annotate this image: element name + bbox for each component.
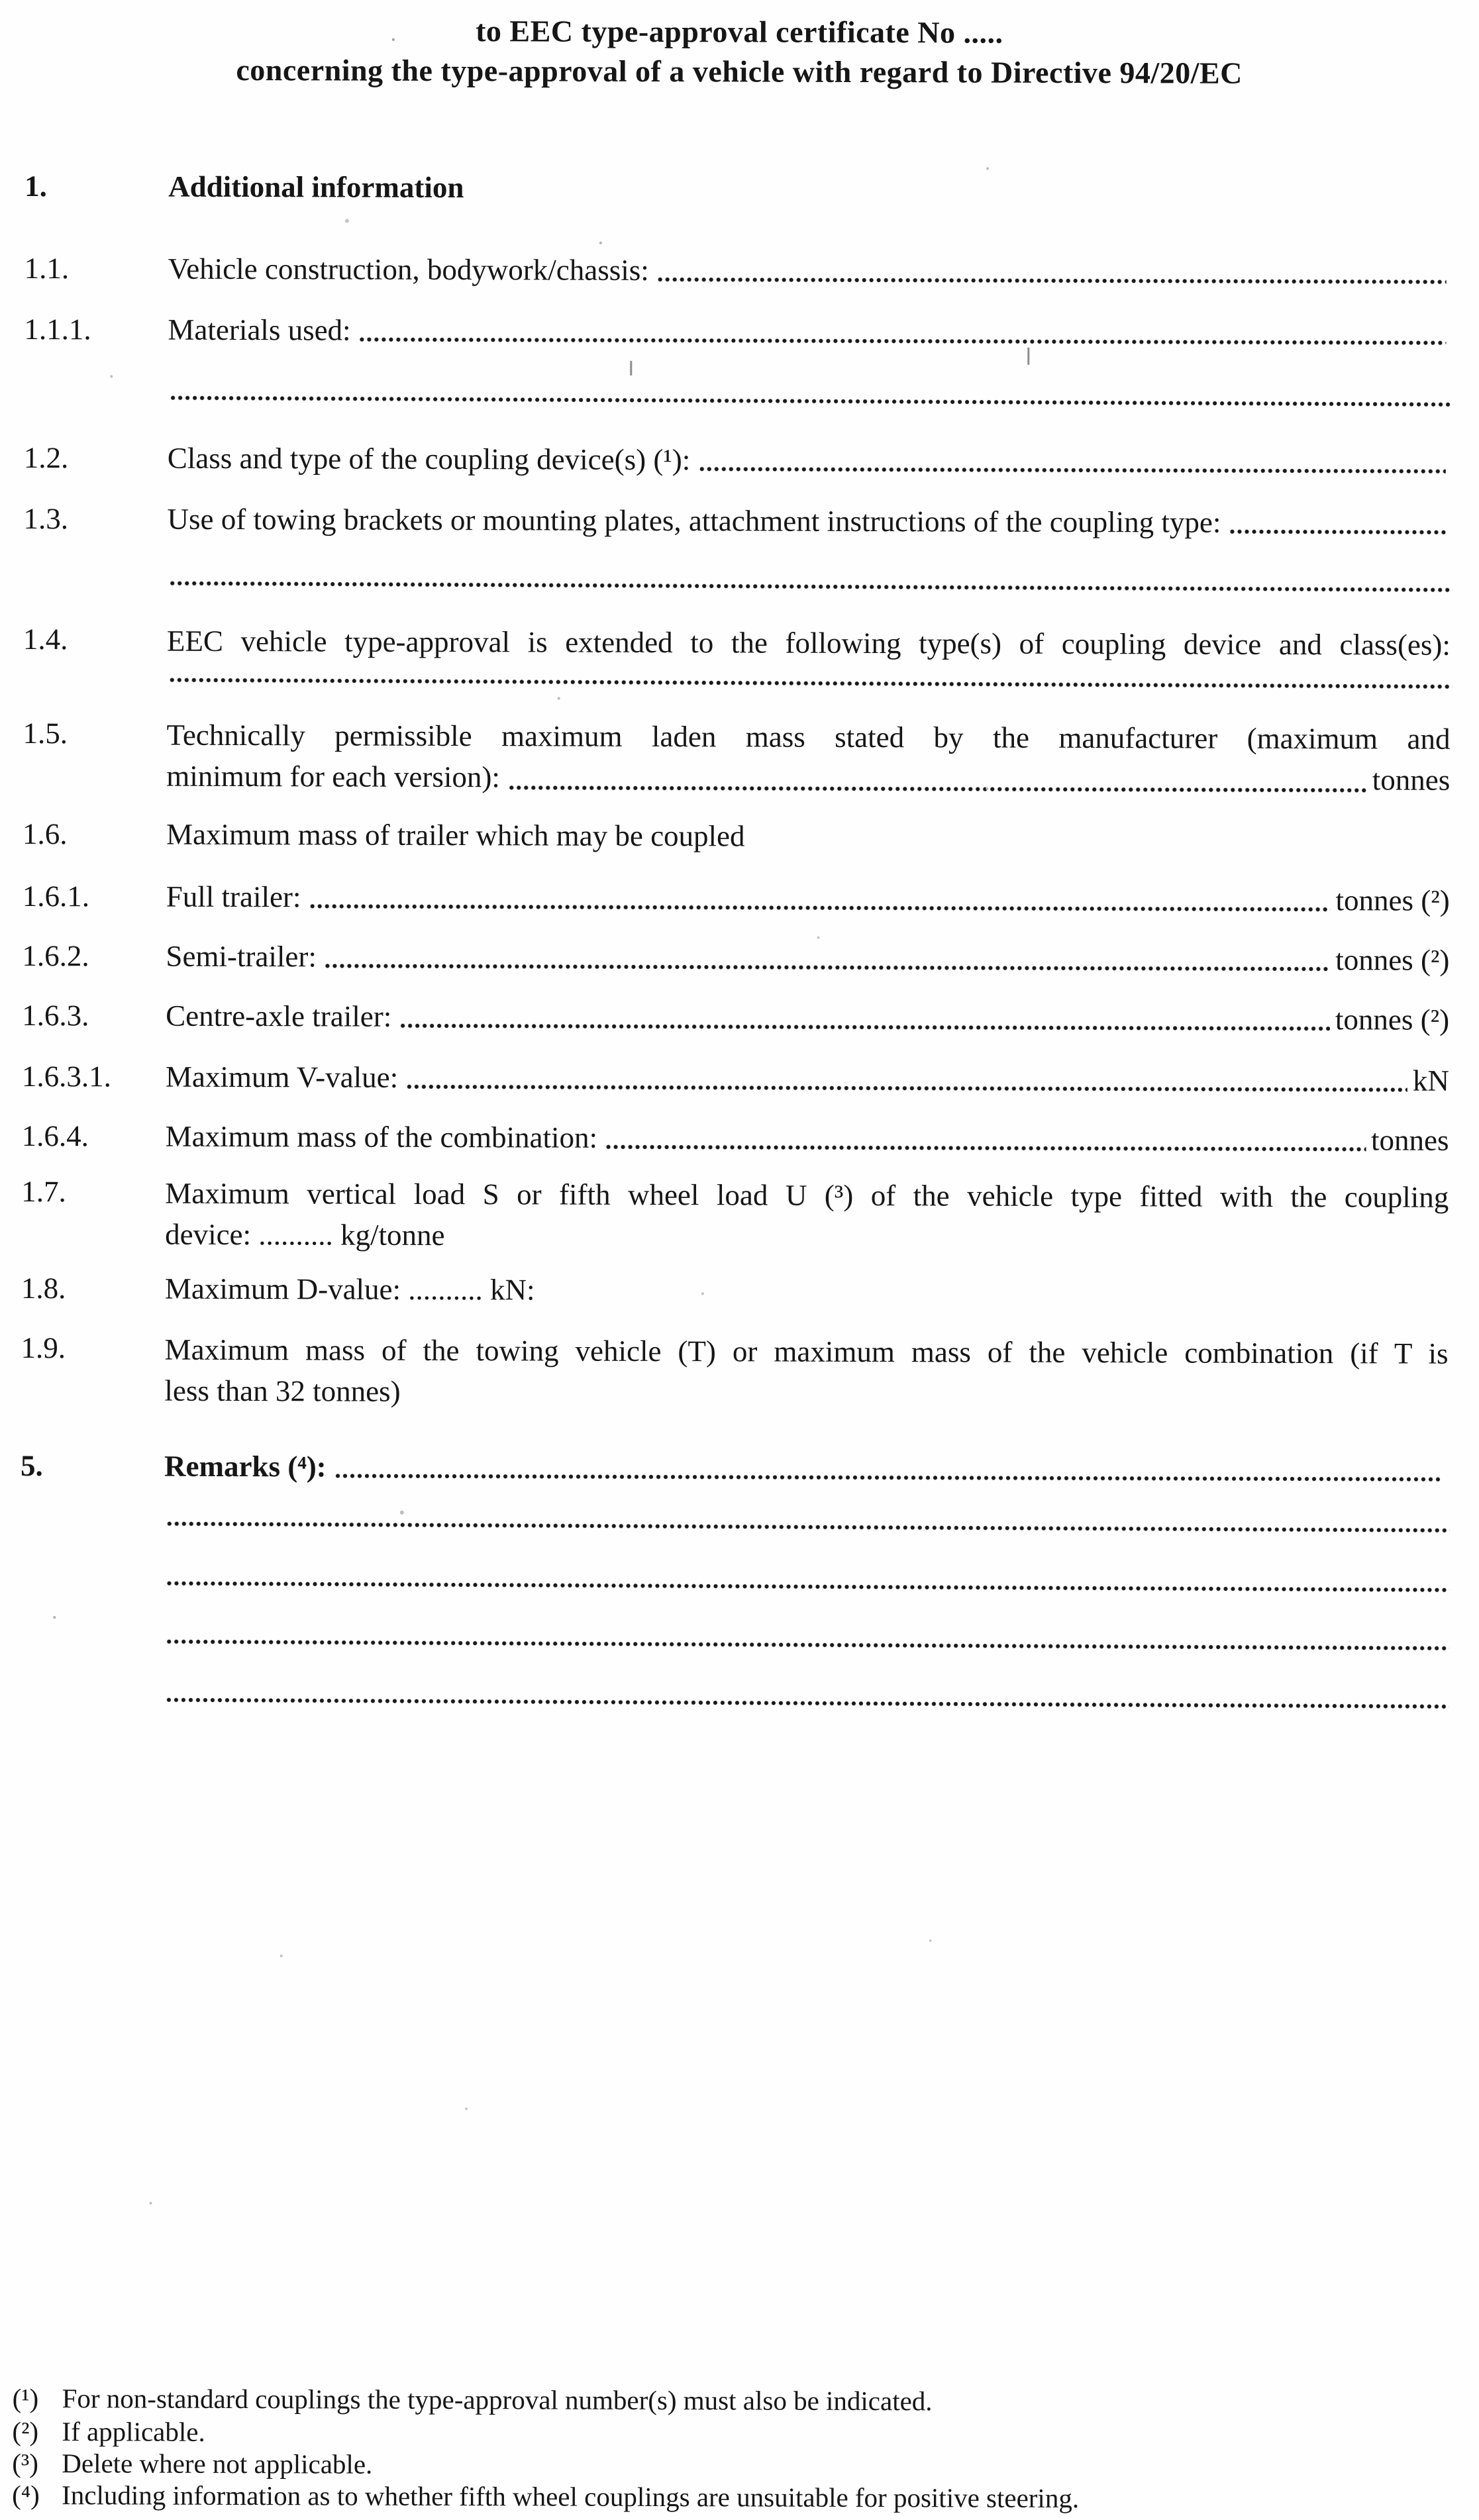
dotted-leader	[359, 336, 1447, 347]
item-label: EEC vehicle type-approval is extended to the following type(s) of coupling device and class(es):	[166, 624, 1451, 662]
unit-label: tonnes (²)	[1335, 883, 1450, 917]
item-1-6-1	[23, 877, 1450, 920]
item-number: 1.6.3.1.	[21, 1059, 111, 1093]
footnote-text: Delete where not applicable.	[62, 2448, 373, 2480]
item-label: Use of towing brackets or mounting plates, attachment instructions of the coupling type:	[167, 502, 1221, 539]
item-number: 1.1.1.	[24, 312, 91, 346]
unit-label: tonnes	[1372, 763, 1451, 797]
scan-artifact-tick	[1027, 348, 1029, 365]
dotted-leader	[406, 1083, 1407, 1094]
item-number: 1.4.	[23, 622, 68, 656]
item-5-remarks	[21, 1446, 1448, 1489]
dotted-leader	[1229, 528, 1445, 536]
dotted-leader	[508, 783, 1367, 794]
item-label-line-1: Maximum vertical load S or fifth wheel load U (³) of the vehicle type fitted with the coupling	[165, 1176, 1449, 1214]
item-label: Vehicle construction, bodywork/chassis:	[168, 252, 649, 287]
dotted-leader	[399, 1022, 1330, 1033]
item-1-6-3-1	[22, 1057, 1449, 1100]
item-1-5	[23, 714, 1450, 801]
item-label-line-2: less than 32 tonnes)	[164, 1374, 401, 1408]
dotted-leader	[334, 1472, 1443, 1483]
footnote-marker: (²)	[12, 2415, 39, 2447]
header-line-1: to EEC type-approval certificate No .....	[476, 14, 1003, 50]
item-label-line-2: minimum for each version):	[166, 759, 501, 794]
item-1-6-4	[22, 1117, 1449, 1160]
item-label: Materials used:	[168, 313, 351, 347]
item-label: Remarks (⁴):	[164, 1449, 327, 1484]
item-number: 1.1.	[24, 251, 70, 285]
unit-label: kN	[1412, 1064, 1449, 1097]
dotted-leader	[605, 1143, 1366, 1154]
item-label: Full trailer:	[166, 880, 301, 914]
unit-label: tonnes (²)	[1335, 1003, 1450, 1036]
item-label: Maximum mass of the combination:	[165, 1119, 598, 1154]
item-1-1-1	[24, 310, 1451, 353]
dotted-fill-line	[166, 1638, 1449, 1652]
footnote-4	[12, 2478, 1431, 2516]
dotted-leader	[325, 962, 1330, 973]
item-number: 1.6.	[22, 817, 68, 851]
dotted-fill-line	[169, 580, 1453, 594]
item-number: 1.6.3.	[22, 998, 89, 1033]
item-label-line-1: Maximum mass of the towing vehicle (T) or maximum mass of the vehicle combination (if T is	[164, 1333, 1449, 1370]
item-label: Semi-trailer:	[166, 939, 317, 974]
item-number: 1.2.	[23, 440, 69, 475]
item-number: 5.	[20, 1448, 43, 1483]
unit-label: tonnes	[1371, 1123, 1449, 1157]
item-1-9	[21, 1329, 1448, 1415]
item-label-line-2: device: .......... kg/tonne	[165, 1217, 445, 1252]
item-1	[25, 167, 1452, 210]
dotted-fill-line	[169, 676, 1453, 691]
item-1-1	[25, 249, 1452, 292]
item-1-7	[21, 1172, 1449, 1259]
item-1-4	[23, 620, 1451, 666]
item-number: 1.9.	[21, 1331, 66, 1365]
dotted-fill-line	[166, 1580, 1449, 1594]
item-label: Maximum D-value: .......... kN:	[164, 1272, 535, 1307]
footnote-text: If applicable.	[62, 2416, 205, 2447]
dotted-fill-line	[166, 1520, 1450, 1535]
header-line-2: concerning the type-approval of a vehicle with regard to Directive 94/20/EC	[236, 52, 1243, 90]
footnote-marker: (¹)	[12, 2382, 39, 2414]
item-label: Maximum mass of trailer which may be coupled	[166, 817, 745, 853]
item-number: 1.6.4.	[21, 1119, 89, 1153]
unit-label: tonnes (²)	[1335, 943, 1450, 977]
item-number: 1.	[25, 169, 47, 203]
item-label-line-1: Technically permissible maximum laden mass stated by the manufacturer (maximum and	[166, 718, 1451, 756]
item-number: 1.6.2.	[22, 938, 89, 973]
item-number: 1.5.	[23, 716, 68, 750]
item-1-2	[24, 438, 1451, 481]
footnote-marker: (³)	[12, 2447, 38, 2479]
item-number: 1.8.	[21, 1271, 66, 1305]
footnote-text: Including information as to whether fifth wheel couplings are unsuitable for positive steering.	[62, 2480, 1080, 2514]
item-1-6-2	[22, 936, 1449, 980]
dotted-fill-line	[166, 1696, 1449, 1711]
item-number: 1.7.	[21, 1174, 66, 1209]
item-1-3	[23, 499, 1451, 542]
item-label: Additional information	[168, 170, 464, 205]
item-label: Class and type of the coupling device(s) (¹):	[167, 441, 691, 477]
dotted-leader	[309, 902, 1330, 913]
item-1-8	[21, 1269, 1449, 1312]
item-number: 1.3.	[23, 501, 69, 536]
item-1-6	[23, 815, 1450, 858]
scan-noise-specks	[0, 0, 3, 3]
item-label: Maximum V-value:	[165, 1060, 399, 1094]
item-label: Centre-axle trailer:	[166, 999, 392, 1033]
footnote-marker: (⁴)	[12, 2479, 40, 2511]
dotted-fill-line	[170, 394, 1453, 409]
scan-artifact-tick	[630, 361, 632, 376]
dotted-leader	[698, 465, 1446, 476]
item-number: 1.6.1.	[22, 879, 90, 913]
dotted-leader	[657, 276, 1447, 286]
footnote-1	[13, 2382, 1432, 2419]
footnote-text: For non-standard couplings the type-approval number(s) must also be indicated.	[62, 2383, 933, 2417]
item-1-6-3	[22, 996, 1449, 1039]
